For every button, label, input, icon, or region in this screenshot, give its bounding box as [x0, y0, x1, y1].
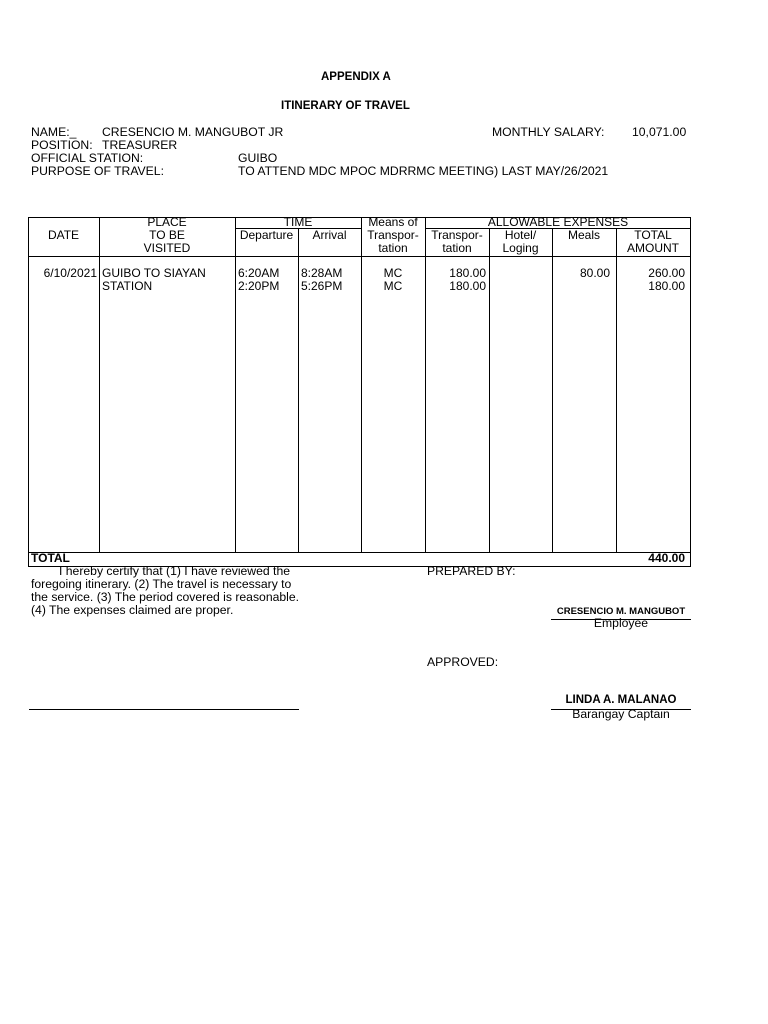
row2-total: 180.00: [648, 279, 685, 293]
certification-line-2: foregoing itinerary. (2) The travel is necessary to: [31, 577, 292, 591]
row2-means: MC: [383, 279, 403, 293]
total-label: TOTAL: [31, 551, 70, 565]
header-place-line3: VISITED: [143, 241, 191, 255]
row1-means: MC: [383, 266, 403, 280]
name-value: CRESENCIO M. MANGUBOT JR: [102, 125, 284, 139]
header-hotel-line1: Hotel/: [504, 228, 537, 242]
header-means-line1: Means of: [368, 215, 418, 229]
appendix-label: APPENDIX A: [321, 71, 391, 83]
prepared-by-label: PREPARED BY:: [427, 564, 516, 578]
col-line-6: [489, 228, 490, 552]
header-total-line2: AMOUNT: [627, 241, 679, 255]
header-transportation-line1: Transpor-: [431, 228, 483, 242]
purpose-value: TO ATTEND MDC MPOC MDRRMC MEETING) LAST MAY/26/2021: [238, 164, 609, 178]
header-means-line3: tation: [378, 241, 408, 255]
certification-line-3: the service. (3) The period covered is reasonable.: [31, 590, 300, 604]
header-total-line1: TOTAL: [634, 228, 672, 242]
header-arrival: Arrival: [312, 228, 347, 242]
salary-value: 10,071.00: [632, 125, 687, 139]
name-label: NAME:_: [31, 125, 77, 139]
prepared-by-title: Employee: [593, 616, 649, 630]
certification-line-4: (4) The expenses claimed are proper.: [31, 603, 234, 617]
col-line-3: [298, 228, 299, 552]
total-top-line: [28, 552, 691, 553]
itinerary-table: [28, 217, 691, 567]
row2-transportation: 180.00: [449, 279, 486, 293]
header-bottom-line: [28, 256, 691, 257]
row1-total: 260.00: [648, 266, 685, 280]
col-line-1: [99, 217, 100, 552]
position-value: TREASURER: [102, 138, 178, 152]
position-label: POSITION:: [31, 138, 93, 152]
header-meals: Meals: [567, 228, 600, 242]
approved-label: APPROVED:: [427, 655, 499, 669]
row1-meals: 80.00: [579, 266, 610, 280]
row1-arrival: 8:28AM: [301, 266, 343, 280]
row1-departure: 6:20AM: [238, 266, 280, 280]
header-allowable-expenses: ALLOWABLE EXPENSES: [487, 215, 629, 229]
header-transportation-line2: tation: [442, 241, 472, 255]
header-departure: Departure: [239, 228, 294, 242]
prepared-by-name: CRESENCIO M. MANGUBOT: [556, 606, 686, 617]
header-means-line2: Transpor-: [367, 228, 419, 242]
header-hotel-line2: Loging: [502, 241, 539, 255]
row2-departure: 2:20PM: [238, 279, 280, 293]
total-value: 440.00: [648, 551, 685, 565]
col-line-2: [235, 217, 236, 552]
row1-place: GUIBO TO SIAYAN: [102, 266, 206, 280]
certifier-signature-line: [29, 709, 299, 710]
station-value: GUIBO: [238, 151, 278, 165]
station-label: OFFICIAL STATION:: [31, 151, 144, 165]
approved-by-title: Barangay Captain: [572, 707, 670, 721]
purpose-label: PURPOSE OF TRAVEL:: [31, 164, 164, 178]
header-place-line2: TO BE: [149, 228, 185, 242]
header-place-line1: PLACE: [147, 215, 187, 229]
header-time: TIME: [283, 215, 313, 229]
certification-line-1: I hereby certify that (1) I have reviewed the: [59, 564, 290, 578]
header-date: DATE: [47, 228, 80, 242]
col-line-9: [690, 217, 691, 567]
row2-place: STATION: [102, 279, 153, 293]
approved-by-name: LINDA A. MALANAO: [565, 694, 677, 706]
row1-date: 6/10/2021: [43, 266, 97, 280]
row1-transportation: 180.00: [449, 266, 486, 280]
page-title: ITINERARY OF TRAVEL: [281, 100, 410, 112]
salary-label: MONTHLY SALARY:: [492, 125, 605, 139]
row2-arrival: 5:26PM: [301, 279, 343, 293]
